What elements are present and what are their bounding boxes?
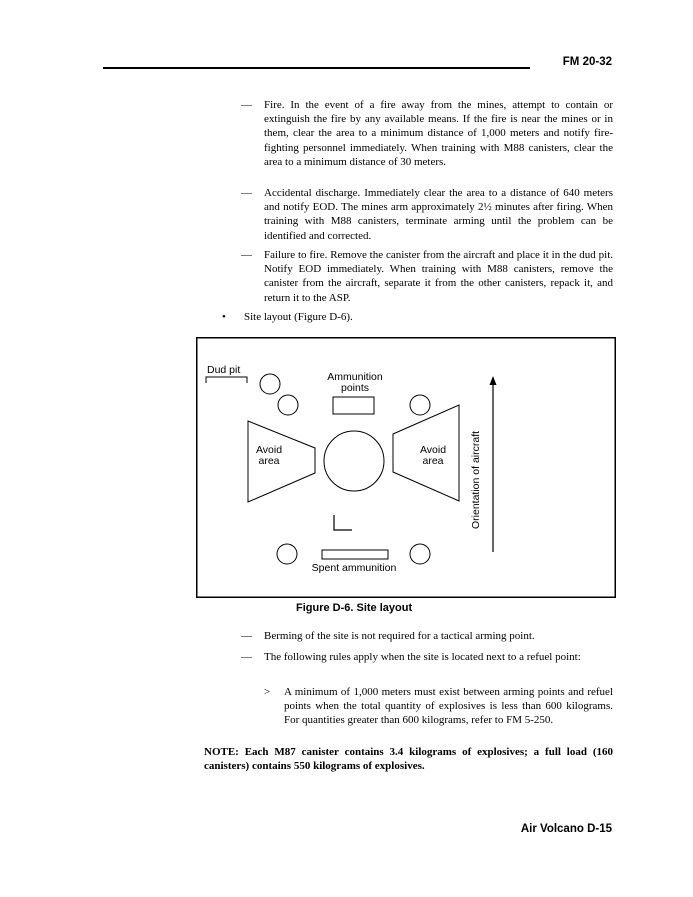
arming-circle-top-left-2 <box>278 395 298 415</box>
sub-item-marker: > <box>264 686 271 698</box>
list-item-text: Fire. In the event of a fire away from the mines, attempt to contain or extinguish the fire by any available means. If the fire is near the mines or in them, clear the area to a minimum distance of 1,000 meters and notify fire-fighting personnel immediately. When training with M88 canisters, clear the area to a minimum distance of 30 meters. <box>264 99 613 168</box>
list-item-text: Accidental discharge. Immediately clear the area to a distance of 640 meters and notify EOD. The mines arm approximately 2½ minutes after firing. When training with M88 canisters, terminate arming until the problem can be identified and corrected. <box>264 187 613 242</box>
explosives-note: NOTE: Each M87 canister contains 3.4 kilograms of explosives; a full load (160 canisters) contains 550 kilograms of explosives. <box>204 746 613 773</box>
arming-circle-bottom-right <box>410 544 430 564</box>
bullet-site-layout <box>222 310 602 324</box>
avoid-area-left-label1: Avoid <box>255 444 283 456</box>
figure-border <box>197 338 616 598</box>
page-footer: Air Volcano D-15 <box>520 823 612 835</box>
spent-ammunition-box <box>322 550 388 559</box>
sub-item-text: A minimum of 1,000 meters must exist between arming points and refuel points when the total quantity of explosives is less than 600 kilograms. For quantities greater than 600 kilograms, refer to FM 5-250. <box>284 686 613 727</box>
orientation-label: Orientation of aircraft <box>470 430 482 529</box>
header-rule <box>103 67 530 69</box>
arming-circle-bottom-left <box>277 544 297 564</box>
list-item-failure-to-fire <box>241 248 613 305</box>
list-item-fire <box>241 98 613 169</box>
bullet-text: Site layout (Figure D-6). <box>244 311 353 323</box>
list-item-text: Failure to fire. Remove the canister from the aircraft and place it in the dud pit. Notify EOD immediately. When training with M88 canisters, remove the canister from the aircraft, separate it from the other canisters, repack it, and return it to the ASP. <box>264 249 613 304</box>
sub-item-minimum-distance <box>264 685 613 728</box>
dash-marker: — <box>241 99 252 111</box>
site-layout-figure <box>196 337 616 598</box>
dash-marker: — <box>241 651 252 663</box>
spent-ammunition-label: Spent ammunition <box>311 562 397 574</box>
dash-marker: — <box>241 187 252 199</box>
list-item-berming <box>241 629 613 643</box>
ammunition-points-box <box>333 397 374 414</box>
ammunition-label-line1: Ammunition <box>327 371 383 383</box>
arming-circle-top-left-1 <box>260 374 280 394</box>
position-marker <box>334 515 352 530</box>
center-circle <box>324 431 384 491</box>
arming-circle-top-right <box>410 395 430 415</box>
dash-marker: — <box>241 249 252 261</box>
bullet-marker: • <box>222 311 226 323</box>
list-item-text: Berming of the site is not required for a tactical arming point. <box>264 630 535 642</box>
list-item-accidental-discharge <box>241 186 613 243</box>
avoid-area-right-label2: area <box>422 455 444 467</box>
dud-pit-label: Dud pit <box>207 364 241 376</box>
site-layout-diagram <box>196 337 616 598</box>
header-doc-id: FM 20-32 <box>562 56 612 68</box>
list-item-refuel-rules <box>241 650 613 664</box>
ammunition-label-line2: points <box>340 382 370 394</box>
figure-caption: Figure D-6. Site layout <box>296 602 413 614</box>
dud-pit-bracket <box>206 377 247 383</box>
avoid-area-right-label1: Avoid <box>419 444 447 456</box>
orientation-arrow-head <box>490 376 497 385</box>
dash-marker: — <box>241 630 252 642</box>
avoid-area-left-label2: area <box>258 455 280 467</box>
list-item-text: The following rules apply when the site is located next to a refuel point: <box>264 651 581 663</box>
